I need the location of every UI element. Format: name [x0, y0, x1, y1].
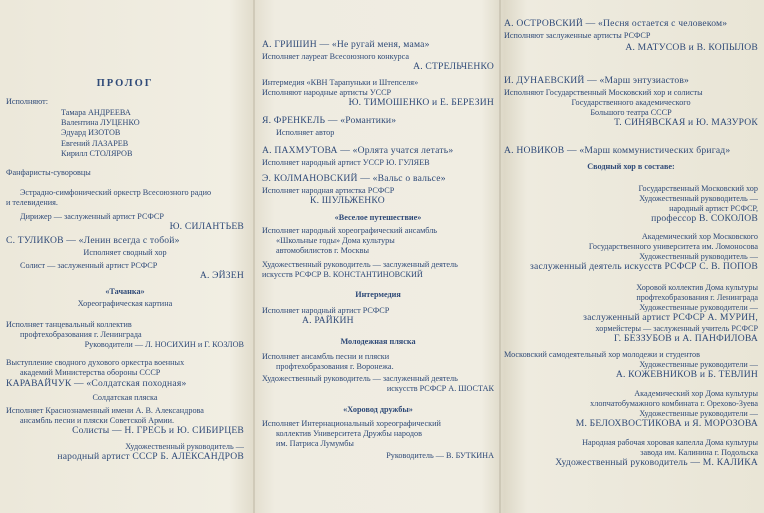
- youth-director-2: искусств РСФСР А. ШОСТАК: [386, 384, 494, 393]
- journey-title: «Веселое путешествие»: [334, 213, 422, 222]
- program-column-2: [262, 0, 494, 513]
- choir-6-line-1: Народная рабочая хоровая капелла Дома культуры: [582, 438, 758, 447]
- performer-name: Кирилл СТОЛЯРОВ: [61, 148, 133, 158]
- dunaevsky-names: Т. СИНЯВСКАЯ и Ю. МАЗУРОК: [614, 117, 758, 128]
- choir-2-line-4: заслуженный деятель искусств РСФСР С. В. ПОПОВ: [530, 261, 758, 272]
- choir-1-line-4: профессор В. СОКОЛОВ: [651, 213, 758, 224]
- interlude-names: Ю. ТИМОШЕНКО и Е. БЕРЕЗИН: [348, 97, 494, 108]
- kolmanovsky-song: Э. КОЛМАНОВСКИЙ — «Вальс о вальсе»: [262, 173, 446, 184]
- dunaevsky-song: И. ДУНАЕВСКИЙ — «Марш энтузиастов»: [504, 75, 690, 86]
- prolog-title: ПРОЛОГ: [96, 78, 154, 89]
- soloist-line: Солист — заслуженный артист РСФСР: [20, 261, 158, 270]
- journey-performer-3: автомобилистов г. Москвы: [276, 246, 369, 255]
- performers-label: Исполняют:: [6, 97, 49, 106]
- orchestra-line-1: Эстрадно-симфонический оркестр Всесоюзного радио: [20, 188, 212, 197]
- choir-5-line-3: Художественные руководители —: [639, 409, 758, 418]
- choir-6-line-3: Художественный руководитель — М. КАЛИКА: [555, 457, 758, 468]
- pakhmutova-song: А. ПАХМУТОВА — «Орлята учатся летать»: [262, 145, 454, 156]
- kolmanovsky-name: К. ШУЛЬЖЕНКО: [310, 195, 385, 206]
- choir-3-line-3: Художественные руководители —: [639, 303, 758, 312]
- choir-3-line-2: профтехобразования г. Ленинграда: [636, 293, 758, 302]
- program-column-3: [504, 0, 758, 513]
- choir-6-line-2: завода им. Калинина г. Подольска: [640, 448, 758, 457]
- choir-3-line-5: хормейстеры — заслуженный учитель РСФСР: [595, 324, 758, 333]
- intermedia-performer: Исполняет народный артист РСФСР: [262, 306, 390, 315]
- dance-leaders: Руководители — Л. НОСИХИН и Г. КОЗЛОВ: [84, 340, 244, 349]
- friendship-title: «Хоровод дружбы»: [343, 405, 413, 414]
- choir-1-line-1: Государственный Московский хор: [638, 184, 758, 193]
- fanfare-line: Фанфаристы-суворовцы: [6, 168, 91, 177]
- choir-composition-title: Сводный хор в составе:: [587, 162, 675, 171]
- ensemble-line-1: Исполняет Краснознаменный имени А. В. Александрова: [6, 406, 204, 415]
- friendship-director: Руководитель — В. БУТКИНА: [386, 451, 494, 460]
- journey-director-1: Художественный руководитель — заслуженный деятель: [262, 260, 458, 269]
- choir-2-line-3: Художественный руководитель —: [639, 252, 758, 261]
- choir-4-line-3: А. КОЖЕВНИКОВ и Б. ТЕВЛИН: [615, 369, 758, 380]
- youth-performer-2: профтехобразования г. Воронежа.: [276, 362, 394, 371]
- conductor-name: Ю. СИЛАНТЬЕВ: [169, 221, 244, 232]
- performer-list: [61, 108, 244, 159]
- dance-collective-line-1: Исполняет танцевальный коллектив: [6, 320, 132, 329]
- journey-performer-1: Исполняет народный хореографический ансамбль: [262, 226, 438, 235]
- interlude-performer: Исполняют народные артисты УССР: [262, 88, 392, 97]
- tulikov-performer: Исполняет сводный хор: [83, 248, 167, 257]
- soloists-line: Солисты — Н. ГРЕСЬ и Ю. СИБИРЦЕВ: [72, 425, 244, 436]
- ostrovsky-performer: Исполняют заслуженные артисты РСФСР: [504, 31, 651, 40]
- youth-dance-title: Молодежная пляска: [340, 337, 416, 346]
- frenkel-performer: Исполняет автор: [276, 128, 335, 137]
- brass-line-2: академий Министерства обороны СССР: [20, 368, 161, 377]
- choir-5-line-2: хлопчатобумажного комбината г. Орехово-Зуева: [590, 399, 758, 408]
- ostrovsky-names: А. МАТУСОВ и В. КОПЫЛОВ: [625, 42, 758, 53]
- kolmanovsky-performer: Исполняет народная артистка РСФСР: [262, 186, 395, 195]
- pakhmutova-performer: Исполняет народный артист УССР Ю. ГУЛЯЕВ: [262, 158, 430, 167]
- choir-2-line-2: Государственного университета им. Ломоносова: [588, 242, 758, 251]
- dance-collective-line-2: профтехобразования г. Ленинграда: [20, 330, 142, 339]
- journey-director-2: искусств РСФСР В. КОНСТАНТИНОВСКИЙ: [262, 270, 423, 279]
- choir-3-line-4: заслуженный артист РСФСР А. МУРИН,: [583, 312, 758, 323]
- art-director-line-1: Художественный руководитель —: [125, 442, 244, 451]
- interlude-title: Интермедия «КВН Тарапуньки и Штепселя»: [262, 78, 419, 87]
- performer-name: Евгений ЛАЗАРЕВ: [61, 138, 129, 148]
- dunaevsky-performer-1: Исполняют Государственный Московский хор и солисты: [504, 88, 703, 97]
- choir-1-line-3: народный артист РСФСР,: [669, 204, 758, 213]
- brass-line-1: Выступление сводного духового оркестра военных: [6, 358, 185, 367]
- art-director-line-2: народный артист СССР Б. АЛЕКСАНДРОВ: [57, 451, 244, 462]
- choir-5-line-1: Академический хор Дома культуры: [634, 389, 758, 398]
- orchestra-line-2: и телевидения.: [6, 198, 58, 207]
- youth-performer-1: Исполняет ансамбль песни и пляски: [262, 352, 390, 361]
- tulikov-song: С. ТУЛИКОВ — «Ленин всегда с тобой»: [6, 235, 180, 246]
- frenkel-song: Я. ФРЕНКЕЛЬ — «Романтики»: [262, 115, 397, 126]
- grishin-performer: Исполняет лауреат Всесоюзного конкурса: [262, 52, 410, 61]
- dunaevsky-performer-3: Большого театра СССР: [590, 108, 672, 117]
- grishin-song: А. ГРИШИН — «Не ругай меня, мама»: [262, 39, 430, 50]
- choir-3-line-1: Хоровой коллектив Дома культуры: [636, 283, 758, 292]
- choir-4-line-2: Художественные руководители —: [639, 360, 758, 369]
- choir-2-line-1: Академический хор Московского: [641, 232, 758, 241]
- soloist-name: А. ЭЙЗЕН: [199, 270, 244, 281]
- friendship-performer-2: коллектив Университета Дружбы народов: [276, 429, 422, 438]
- choreo-subtitle: Хореографическая картина: [77, 299, 173, 308]
- youth-director-1: Художественный руководитель — заслуженный деятель: [262, 374, 458, 383]
- fold-line-right: [499, 0, 501, 513]
- tachanka-title: «Тачанка»: [105, 287, 145, 296]
- performer-name: Тамара АНДРЕЕВА: [61, 108, 131, 117]
- dunaevsky-performer-2: Государственного академического: [571, 98, 691, 107]
- friendship-performer-3: им. Патриса Лумумбы: [276, 439, 354, 448]
- choir-4-line-1: Московский самодеятельный хор молодежи и студентов: [504, 350, 700, 359]
- fold-line-left: [253, 0, 255, 513]
- ostrovsky-song: А. ОСТРОВСКИЙ — «Песня остается с человеком»: [504, 18, 728, 29]
- performer-name: Эдуард ИЗОТОВ: [61, 128, 121, 138]
- program-column-1: [6, 0, 244, 513]
- journey-performer-2: «Школьные годы» Дома культуры: [276, 236, 395, 245]
- ensemble-line-2: ансамбль песни и пляски Советской Армии.: [20, 416, 175, 425]
- performer-name: Валентина ЛУЦЕНКО: [61, 118, 140, 128]
- novikov-song: А. НОВИКОВ — «Марш коммунистических бригад»: [504, 145, 731, 156]
- grishin-name: А. СТРЕЛЬЧЕНКО: [413, 61, 494, 72]
- soldier-dance-title: Солдатская пляска: [92, 393, 158, 402]
- intermedia-title: Интермедия: [355, 290, 401, 299]
- choir-5-line-4: М. БЕЛОХВОСТИКОВА и Я. МОРОЗОВА: [575, 418, 758, 429]
- karavaychuk-song: КАРАВАЙЧУК — «Солдатская походная»: [6, 378, 187, 389]
- intermedia-name: А. РАЙКИН: [302, 315, 354, 326]
- friendship-performer-1: Исполняет Интернациональный хореографический: [262, 419, 441, 428]
- choir-1-line-2: Художественный руководитель —: [639, 194, 758, 203]
- conductor-line: Дирижер — заслуженный артист РСФСР: [20, 212, 164, 221]
- choir-3-line-6: Г. БЕЗЗУБОВ и А. ПАНФИЛОВА: [614, 333, 758, 344]
